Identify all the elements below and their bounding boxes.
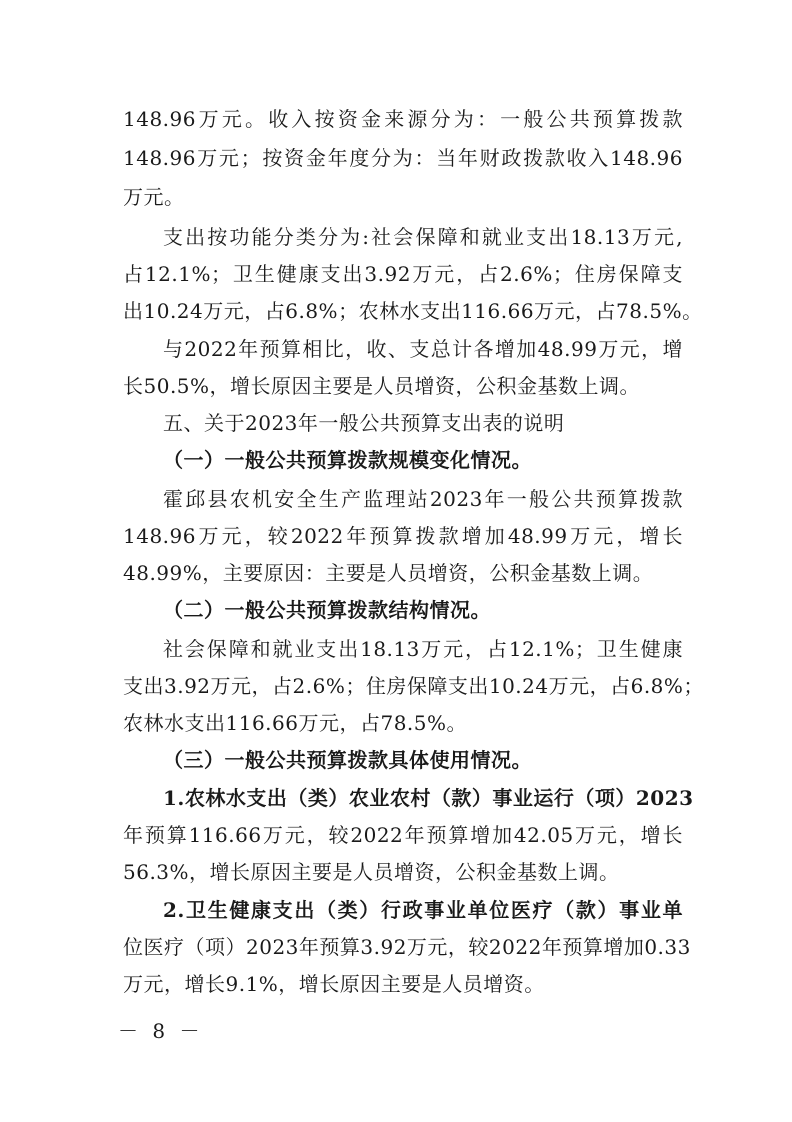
text-line-7: 与2022年预算相比，收、支总计各增加48.99万元，增	[163, 337, 683, 361]
page-number: － 8 －	[118, 1019, 204, 1043]
text-line-6: 出10.24万元，占6.8%；农林水支出116.66万元，占78.5%。	[123, 299, 703, 323]
text-line-5: 占12.1%；卫生健康支出3.92万元，占2.6%；住房保障支	[123, 262, 683, 286]
subheading-3: （三）一般公共预算拨款具体使用情况。	[163, 748, 532, 772]
text-line-12: 148.96万元，较2022年预算拨款增加48.99万元，增长	[123, 524, 683, 548]
text-line-3: 万元。	[123, 185, 185, 209]
text-line-24: 万元，增长9.1%，增长原因主要是人员增资。	[123, 972, 545, 996]
text-line-21: 56.3%，增长原因主要是人员增资，公积金基数上调。	[123, 860, 620, 884]
section-heading-5: 五、关于2023年一般公共预算支出表的说明	[163, 411, 565, 435]
subheading-2: （二）一般公共预算拨款结构情况。	[163, 598, 491, 622]
text-line-11: 霍邱县农机安全生产监理站2023年一般公共预算拨款	[163, 487, 683, 511]
item-2-title: 2.卫生健康支出（类）行政事业单位医疗（款）事业单	[163, 898, 683, 922]
text-line-23: 位医疗（项）2023年预算3.92万元，较2022年预算增加0.33	[123, 935, 691, 959]
text-line-20: 年预算116.66万元，较2022年预算增加42.05万元，增长	[123, 823, 683, 847]
text-line-1: 148.96万元。收入按资金来源分为：一般公共预算拨款	[123, 107, 683, 131]
text-line-17: 农林水支出116.66万元，占78.5%。	[123, 711, 468, 735]
text-line-16: 支出3.92万元，占2.6%；住房保障支出10.24万元，占6.8%；	[123, 674, 704, 698]
text-line-13: 48.99%，主要原因：主要是人员增资，公积金基数上调。	[123, 561, 654, 585]
text-line-15: 社会保障和就业支出18.13万元，占12.1%；卫生健康	[163, 637, 683, 661]
text-line-2: 148.96万元；按资金年度分为：当年财政拨款收入148.96	[123, 146, 683, 170]
item-1-title: 1.农林水支出（类）农业农村（款）事业运行（项）2023	[163, 786, 694, 810]
text-line-4: 支出按功能分类分为:社会保障和就业支出18.13万元,	[163, 225, 683, 249]
subheading-1: （一）一般公共预算拨款规模变化情况。	[163, 448, 532, 472]
text-line-8: 长50.5%，增长原因主要是人员增资，公积金基数上调。	[123, 374, 641, 398]
